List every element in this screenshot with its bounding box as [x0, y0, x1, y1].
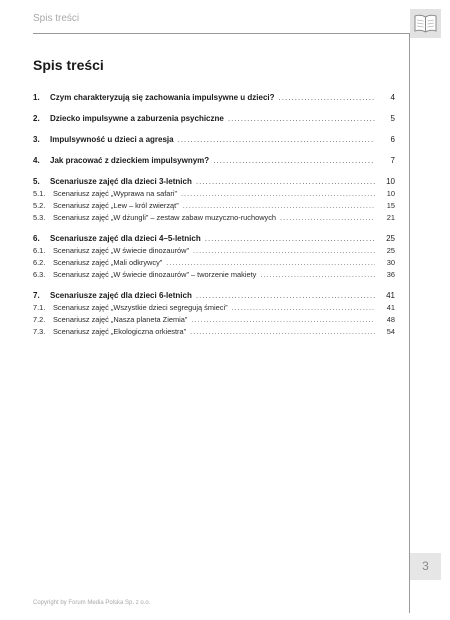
- toc-number: 2.: [33, 114, 40, 123]
- toc-number: 5.2.: [33, 201, 46, 210]
- toc-subentry[interactable]: [33, 269, 395, 281]
- toc-page-number: 5: [390, 114, 395, 123]
- table-of-contents: [33, 92, 395, 347]
- toc-entry[interactable]: [33, 233, 395, 245]
- header-rule: [33, 33, 409, 34]
- toc-page-number: 4: [390, 93, 395, 102]
- toc-page-number: 10: [386, 177, 395, 186]
- toc-entry[interactable]: [33, 92, 395, 104]
- toc-label: Dziecko impulsywne a zaburzenia psychiczne: [50, 114, 224, 123]
- toc-number: 5.: [33, 177, 40, 186]
- toc-number: 6.1.: [33, 246, 46, 255]
- toc-dot-leader: [196, 290, 375, 302]
- toc-number: 6.: [33, 234, 40, 243]
- toc-label: Scenariusz zajęć „W świecie dinozaurów”: [53, 246, 189, 255]
- toc-entry[interactable]: [33, 113, 395, 125]
- toc-section: [33, 92, 395, 104]
- toc-label: Scenariusz zajęć „Nasza planeta Ziemia”: [53, 315, 188, 324]
- toc-label: Scenariusz zajęć „Wszystkie dzieci segregują śmieci”: [53, 303, 228, 312]
- toc-section: [33, 176, 395, 224]
- running-header: Spis treści: [33, 13, 80, 24]
- toc-section: [33, 134, 395, 146]
- toc-subentry[interactable]: [33, 302, 395, 314]
- toc-dot-leader: [178, 134, 375, 146]
- toc-subentry[interactable]: [33, 326, 395, 338]
- toc-dot-leader: [181, 188, 375, 200]
- toc-label: Scenariusz zajęć „Ekologiczna orkiestra”: [53, 327, 187, 336]
- toc-number: 1.: [33, 93, 40, 102]
- toc-label: Scenariusz zajęć „W dżungli” – zestaw zabaw muzyczno-ruchowych: [53, 213, 277, 222]
- toc-dot-leader: [280, 212, 375, 224]
- toc-page-number: 41: [386, 303, 395, 312]
- toc-label: Scenariusz zajęć „Mali odkrywcy”: [53, 258, 163, 267]
- toc-label: Scenariusz zajęć „W świecie dinozaurów” – tworzenie makiety: [53, 270, 257, 279]
- toc-number: 6.3.: [33, 270, 46, 279]
- toc-subentry[interactable]: [33, 212, 395, 224]
- toc-page-number: 7: [390, 156, 395, 165]
- toc-page-number: 41: [386, 291, 395, 300]
- toc-dot-leader: [193, 245, 375, 257]
- toc-page-number: 10: [386, 189, 395, 198]
- toc-label: Scenariusze zajęć dla dzieci 4–5-letnich: [50, 234, 201, 243]
- toc-entry[interactable]: [33, 134, 395, 146]
- toc-label: Impulsywność u dzieci a agresja: [50, 135, 174, 144]
- toc-dot-leader: [196, 176, 375, 188]
- toc-subentry[interactable]: [33, 245, 395, 257]
- toc-subentry[interactable]: [33, 257, 395, 269]
- copyright-footer: Copyright by Forum Media Polska Sp. z o.o.: [33, 600, 151, 606]
- toc-dot-leader: [213, 155, 375, 167]
- toc-subentry[interactable]: [33, 200, 395, 212]
- toc-number: 6.2.: [33, 258, 46, 267]
- toc-page-number: 15: [386, 201, 395, 210]
- toc-entry[interactable]: [33, 290, 395, 302]
- toc-entry[interactable]: [33, 176, 395, 188]
- toc-dot-leader: [183, 200, 375, 212]
- toc-section: [33, 113, 395, 125]
- toc-dot-leader: [205, 233, 375, 245]
- toc-dot-leader: [190, 326, 375, 338]
- toc-number: 7.: [33, 291, 40, 300]
- toc-number: 7.1.: [33, 303, 46, 312]
- toc-number: 4.: [33, 156, 40, 165]
- toc-subentry[interactable]: [33, 188, 395, 200]
- toc-page-number: 25: [386, 234, 395, 243]
- toc-dot-leader: [260, 269, 375, 281]
- toc-dot-leader: [166, 257, 375, 269]
- side-rule: [409, 33, 410, 613]
- toc-page-number: 36: [386, 270, 395, 279]
- open-book-icon: [414, 14, 437, 33]
- toc-label: Czym charakteryzują się zachowania impulsywne u dzieci?: [50, 93, 275, 102]
- toc-dot-leader: [232, 302, 375, 314]
- page-number: 3: [422, 559, 429, 573]
- page-number-box: [410, 553, 441, 580]
- toc-label: Scenariusze zajęć dla dzieci 6-letnich: [50, 291, 192, 300]
- page-title: Spis treści: [33, 57, 104, 73]
- toc-dot-leader: [279, 92, 375, 104]
- toc-page-number: 25: [386, 246, 395, 255]
- toc-page-number: 54: [386, 327, 395, 336]
- header-icon-box: [410, 9, 441, 38]
- toc-page-number: 6: [390, 135, 395, 144]
- toc-page-number: 48: [386, 315, 395, 324]
- toc-number: 5.1.: [33, 189, 46, 198]
- toc-number: 7.3.: [33, 327, 46, 336]
- toc-dot-leader: [191, 314, 375, 326]
- toc-label: Scenariusze zajęć dla dzieci 3-letnich: [50, 177, 192, 186]
- toc-number: 3.: [33, 135, 40, 144]
- toc-section: [33, 155, 395, 167]
- toc-section: [33, 290, 395, 338]
- toc-section: [33, 233, 395, 281]
- toc-page-number: 21: [386, 213, 395, 222]
- toc-label: Scenariusz zajęć „Wyprawa na safari”: [53, 189, 177, 198]
- toc-number: 5.3.: [33, 213, 46, 222]
- toc-subentry[interactable]: [33, 314, 395, 326]
- toc-label: Scenariusz zajęć „Lew – król zwierząt”: [53, 201, 179, 210]
- toc-entry[interactable]: [33, 155, 395, 167]
- toc-label: Jak pracować z dzieckiem impulsywnym?: [50, 156, 210, 165]
- toc-number: 7.2.: [33, 315, 46, 324]
- toc-dot-leader: [228, 113, 375, 125]
- toc-page-number: 30: [386, 258, 395, 267]
